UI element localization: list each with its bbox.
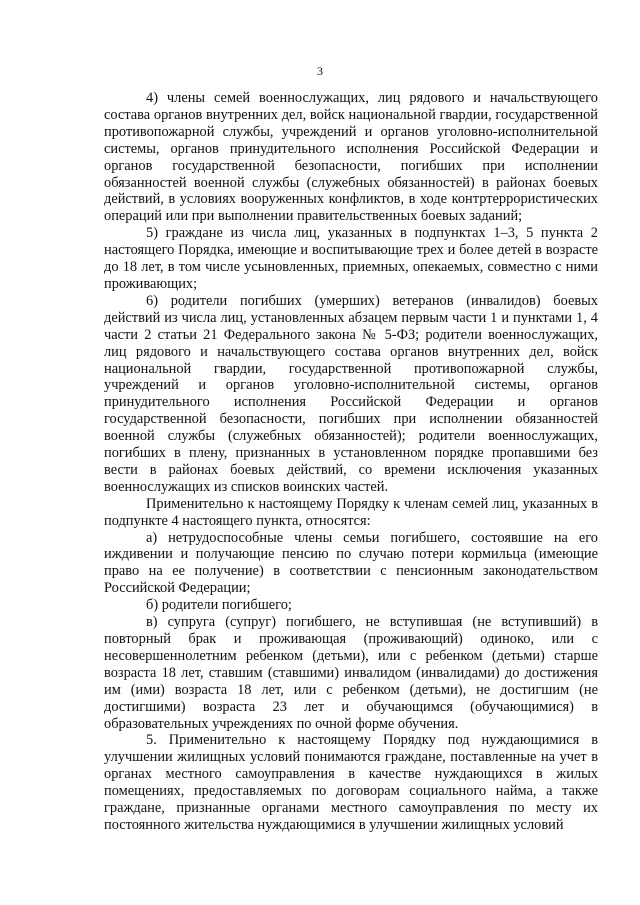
paragraph-subitem-a: а) нетрудоспособные члены семьи погибшего, состоявшие на его иждивении и получающие пенсию по случаю потери кормильца (имеющие право на ее получение) в соответствии с пенсионным законодательством Российской Федерации; — [104, 529, 598, 597]
paragraph-item-5: 5) граждане из числа лиц, указанных в подпунктах 1–3, 5 пункта 2 настоящего Порядка, имеющие и воспитывающие трех и более детей в возрасте до 18 лет, в том числе усыновленных, приемных, опекаемых, совместно с ними проживающих; — [104, 225, 598, 292]
paragraph-subitem-v: в) супруга (супруг) погибшего, не вступившая (не вступивший) в повторный брак и проживающая (проживающий) одиноко, или с несовершеннолетним ребенком (детьми), или с ребенком (детьми) старше возраста 18 лет, ставшим (ставшими) инвалидом (инвалидами) до достижения им (ими) возраста 18 лет, или с ребенком (детьми), не достигшим (не достигшими) возраста 23 лет и обучающимся (обучающимися) в образовательных учреждениях по очной форме обучения. — [104, 614, 598, 732]
paragraph-family-members-intro: Применительно к настоящему Порядку к членам семей лиц, указанных в подпункте 4 настоящего пункта, относятся: — [104, 495, 598, 529]
document-body — [104, 90, 598, 834]
page-number: 3 — [317, 64, 323, 78]
paragraph-point-5: 5. Применительно к настоящему Порядку под нуждающимися в улучшении жилищных условий понимаются граждане, поставленные на учет в органах местного самоуправления в качестве нуждающихся в жилых помещениях, предоставляемых по договорам социального найма, а также граждане, признанные органами местного самоуправления по месту их постоянного жительства нуждающимися в улучшении жилищных условий — [104, 732, 598, 833]
paragraph-subitem-b: б) родители погибшего; — [146, 597, 292, 614]
paragraph-item-4: 4) члены семей военнослужащих, лиц рядового и начальствующего состава органов внутренних дел, войск национальной гвардии, государственной противопожарной службы, учреждений и органов уголовно-исполнительной системы, органов принудительного исполнения Российской Федерации и органов государственной безопасности, погибших при исполнении обязанностей военной службы (служебных обязанностей) в районах боевых действий, в условиях вооруженных конфликтов, в ходе контртеррористических операций или при выполнении правительственных боевых заданий; — [104, 90, 598, 225]
paragraph-item-6: 6) родители погибших (умерших) ветеранов (инвалидов) боевых действий из числа лиц, установленных абзацем первым части 1 и пунктами 1, 4 части 2 статьи 21 Федерального закона № 5-ФЗ; родители военнослужащих, лиц рядового и начальствующего состава органов внутренних дел, войск национальной гвардии, государственной противопожарной службы, учреждений и органов уголовно-исполнительной системы, органов принудительного исполнения Российской Федерации и органов государственной безопасности, погибших при исполнении обязанностей военной службы (служебных обязанностей); родители военнослужащих, погибших в плену, признанных в установленном порядке пропавшими без вести в районах боевых действий, со времени исключения указанных военнослужащих из списков воинских частей. — [104, 292, 598, 495]
